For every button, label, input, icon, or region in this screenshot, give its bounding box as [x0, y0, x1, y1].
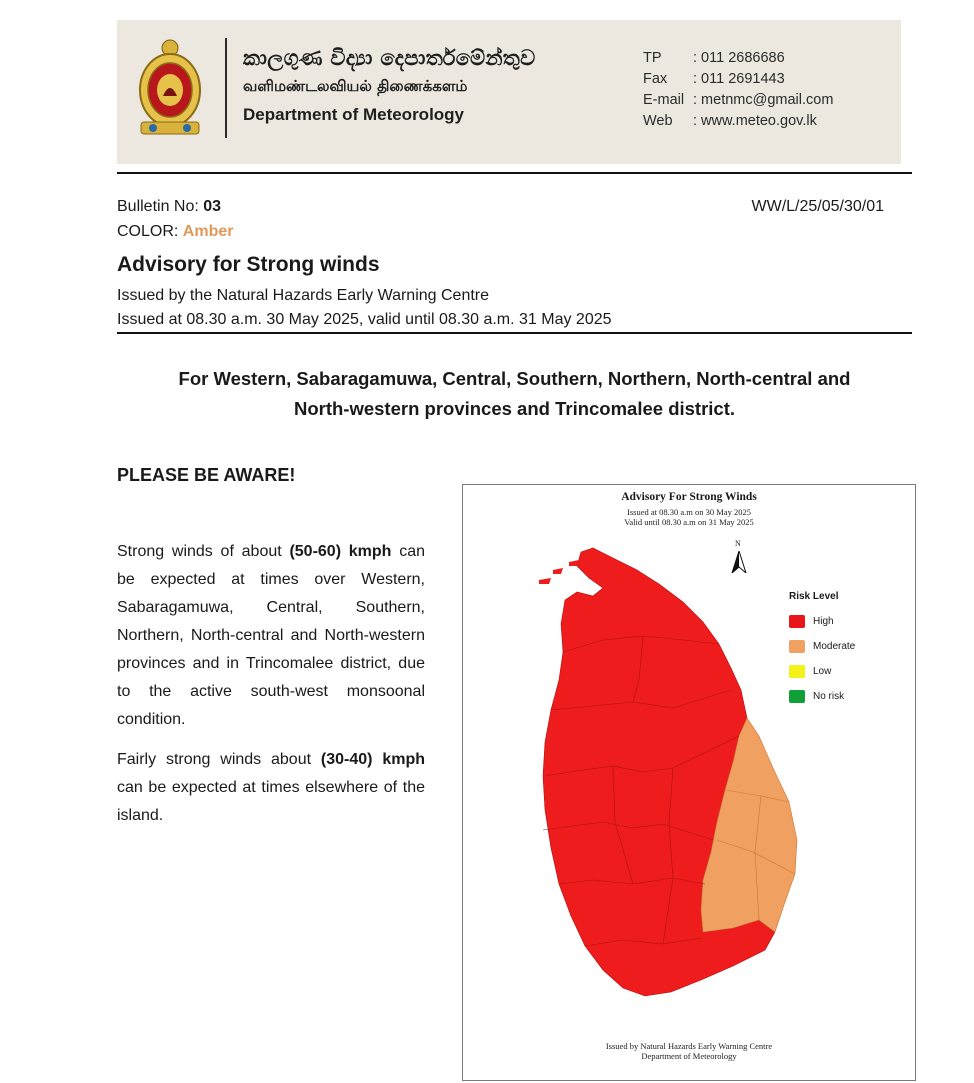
contact-row: [643, 69, 833, 90]
map-valid: Valid until 08.30 a.m on 31 May 2025: [624, 517, 754, 527]
contact-row: [643, 48, 833, 69]
issued-by: Issued by the Natural Hazards Early Warning Centre: [117, 287, 490, 304]
contact-label: E-mail: [643, 92, 685, 108]
color-value: Amber: [182, 223, 234, 240]
fairly-strong-wind-paragraph: [117, 746, 425, 830]
color-line: [117, 219, 233, 244]
affected-areas: [117, 364, 912, 424]
contact-value: : 011 2686686: [693, 50, 785, 66]
map-title: Advisory For Strong Winds: [621, 491, 757, 503]
northern-islands: [553, 568, 563, 574]
paragraph-text: Strong winds of about: [117, 543, 290, 560]
map-issued: Issued at 08.30 a.m on 30 May 2025: [627, 507, 751, 517]
header-rule: [117, 172, 912, 174]
contact-row: [643, 111, 833, 132]
sri-lanka-map: [533, 540, 813, 1005]
affected-areas-line: North-western provinces and Trincomalee district.: [293, 398, 736, 419]
issued-at: Issued at 08.30 a.m. 30 May 2025, valid until 08.30 a.m. 31 May 2025: [117, 311, 612, 328]
letterhead: [117, 20, 901, 164]
contact-value: : 011 2691443: [693, 71, 785, 87]
contact-label: TP: [643, 50, 662, 66]
risk-map: [462, 484, 916, 1081]
contact-value[interactable]: : www.meteo.gov.lk: [693, 113, 817, 129]
legend-label: Moderate: [813, 641, 856, 652]
legend-label: High: [813, 616, 834, 627]
bulletin-meta: [117, 194, 233, 244]
legend-label: Low: [813, 666, 832, 677]
north-label: N: [735, 539, 741, 548]
bulletin-number-line: [117, 194, 233, 219]
map-footer-issued-by: Issued by Natural Hazards Early Warning Centre: [605, 1041, 773, 1051]
contact-label: Fax: [643, 71, 668, 87]
map-footer-department: Department of Meteorology: [641, 1051, 737, 1061]
bulletin-number-label: Bulletin No:: [117, 198, 204, 215]
affected-areas-line: For Western, Sabaragamuwa, Central, Southern, Northern, North-central and: [178, 368, 851, 389]
legend-label: No risk: [813, 691, 845, 702]
contact-label: Web: [643, 113, 673, 129]
legend-title: Risk Level: [789, 591, 839, 602]
paragraph-text: Fairly strong winds about: [117, 751, 321, 768]
wind-speed-range: (50-60) kmph: [289, 543, 392, 560]
paragraph-text: can be expected at times over Western, Sabaragamuwa, Central, Southern, Northern, North-central and North-western provinces and in Trincomalee district, due to the active south-west monsoonal condition.: [117, 543, 425, 728]
northern-islands: [539, 578, 551, 584]
aware-heading: PLEASE BE AWARE!: [117, 465, 296, 485]
issue-info: [117, 284, 612, 332]
bulletin-number: 03: [203, 198, 222, 215]
org-name-sinhala: කාලගුණ විද්‍යා දෙපාර්තමේන්තුව: [243, 46, 536, 70]
contact-value[interactable]: : metnmc@gmail.com: [693, 92, 834, 108]
color-label: COLOR:: [117, 223, 183, 240]
org-name-english: Department of Meteorology: [243, 105, 465, 124]
contact-details: [643, 48, 833, 132]
bulletin-reference: WW/L/25/05/30/01: [751, 198, 884, 215]
organization-names: [243, 46, 536, 125]
org-name-tamil: வளிமண்டலவியல் திணைக்களம்: [243, 77, 468, 95]
contact-row: [643, 90, 833, 111]
paragraph-text: can be expected at times elsewhere of the island.: [117, 779, 425, 824]
wind-speed-range: (30-40) kmph: [320, 751, 425, 768]
emblem-logo-icon: [135, 38, 205, 138]
letterhead-divider: [225, 38, 227, 138]
advisory-title: Advisory for Strong winds: [117, 253, 380, 276]
section-rule: [117, 332, 912, 334]
strong-wind-paragraph: [117, 538, 425, 734]
